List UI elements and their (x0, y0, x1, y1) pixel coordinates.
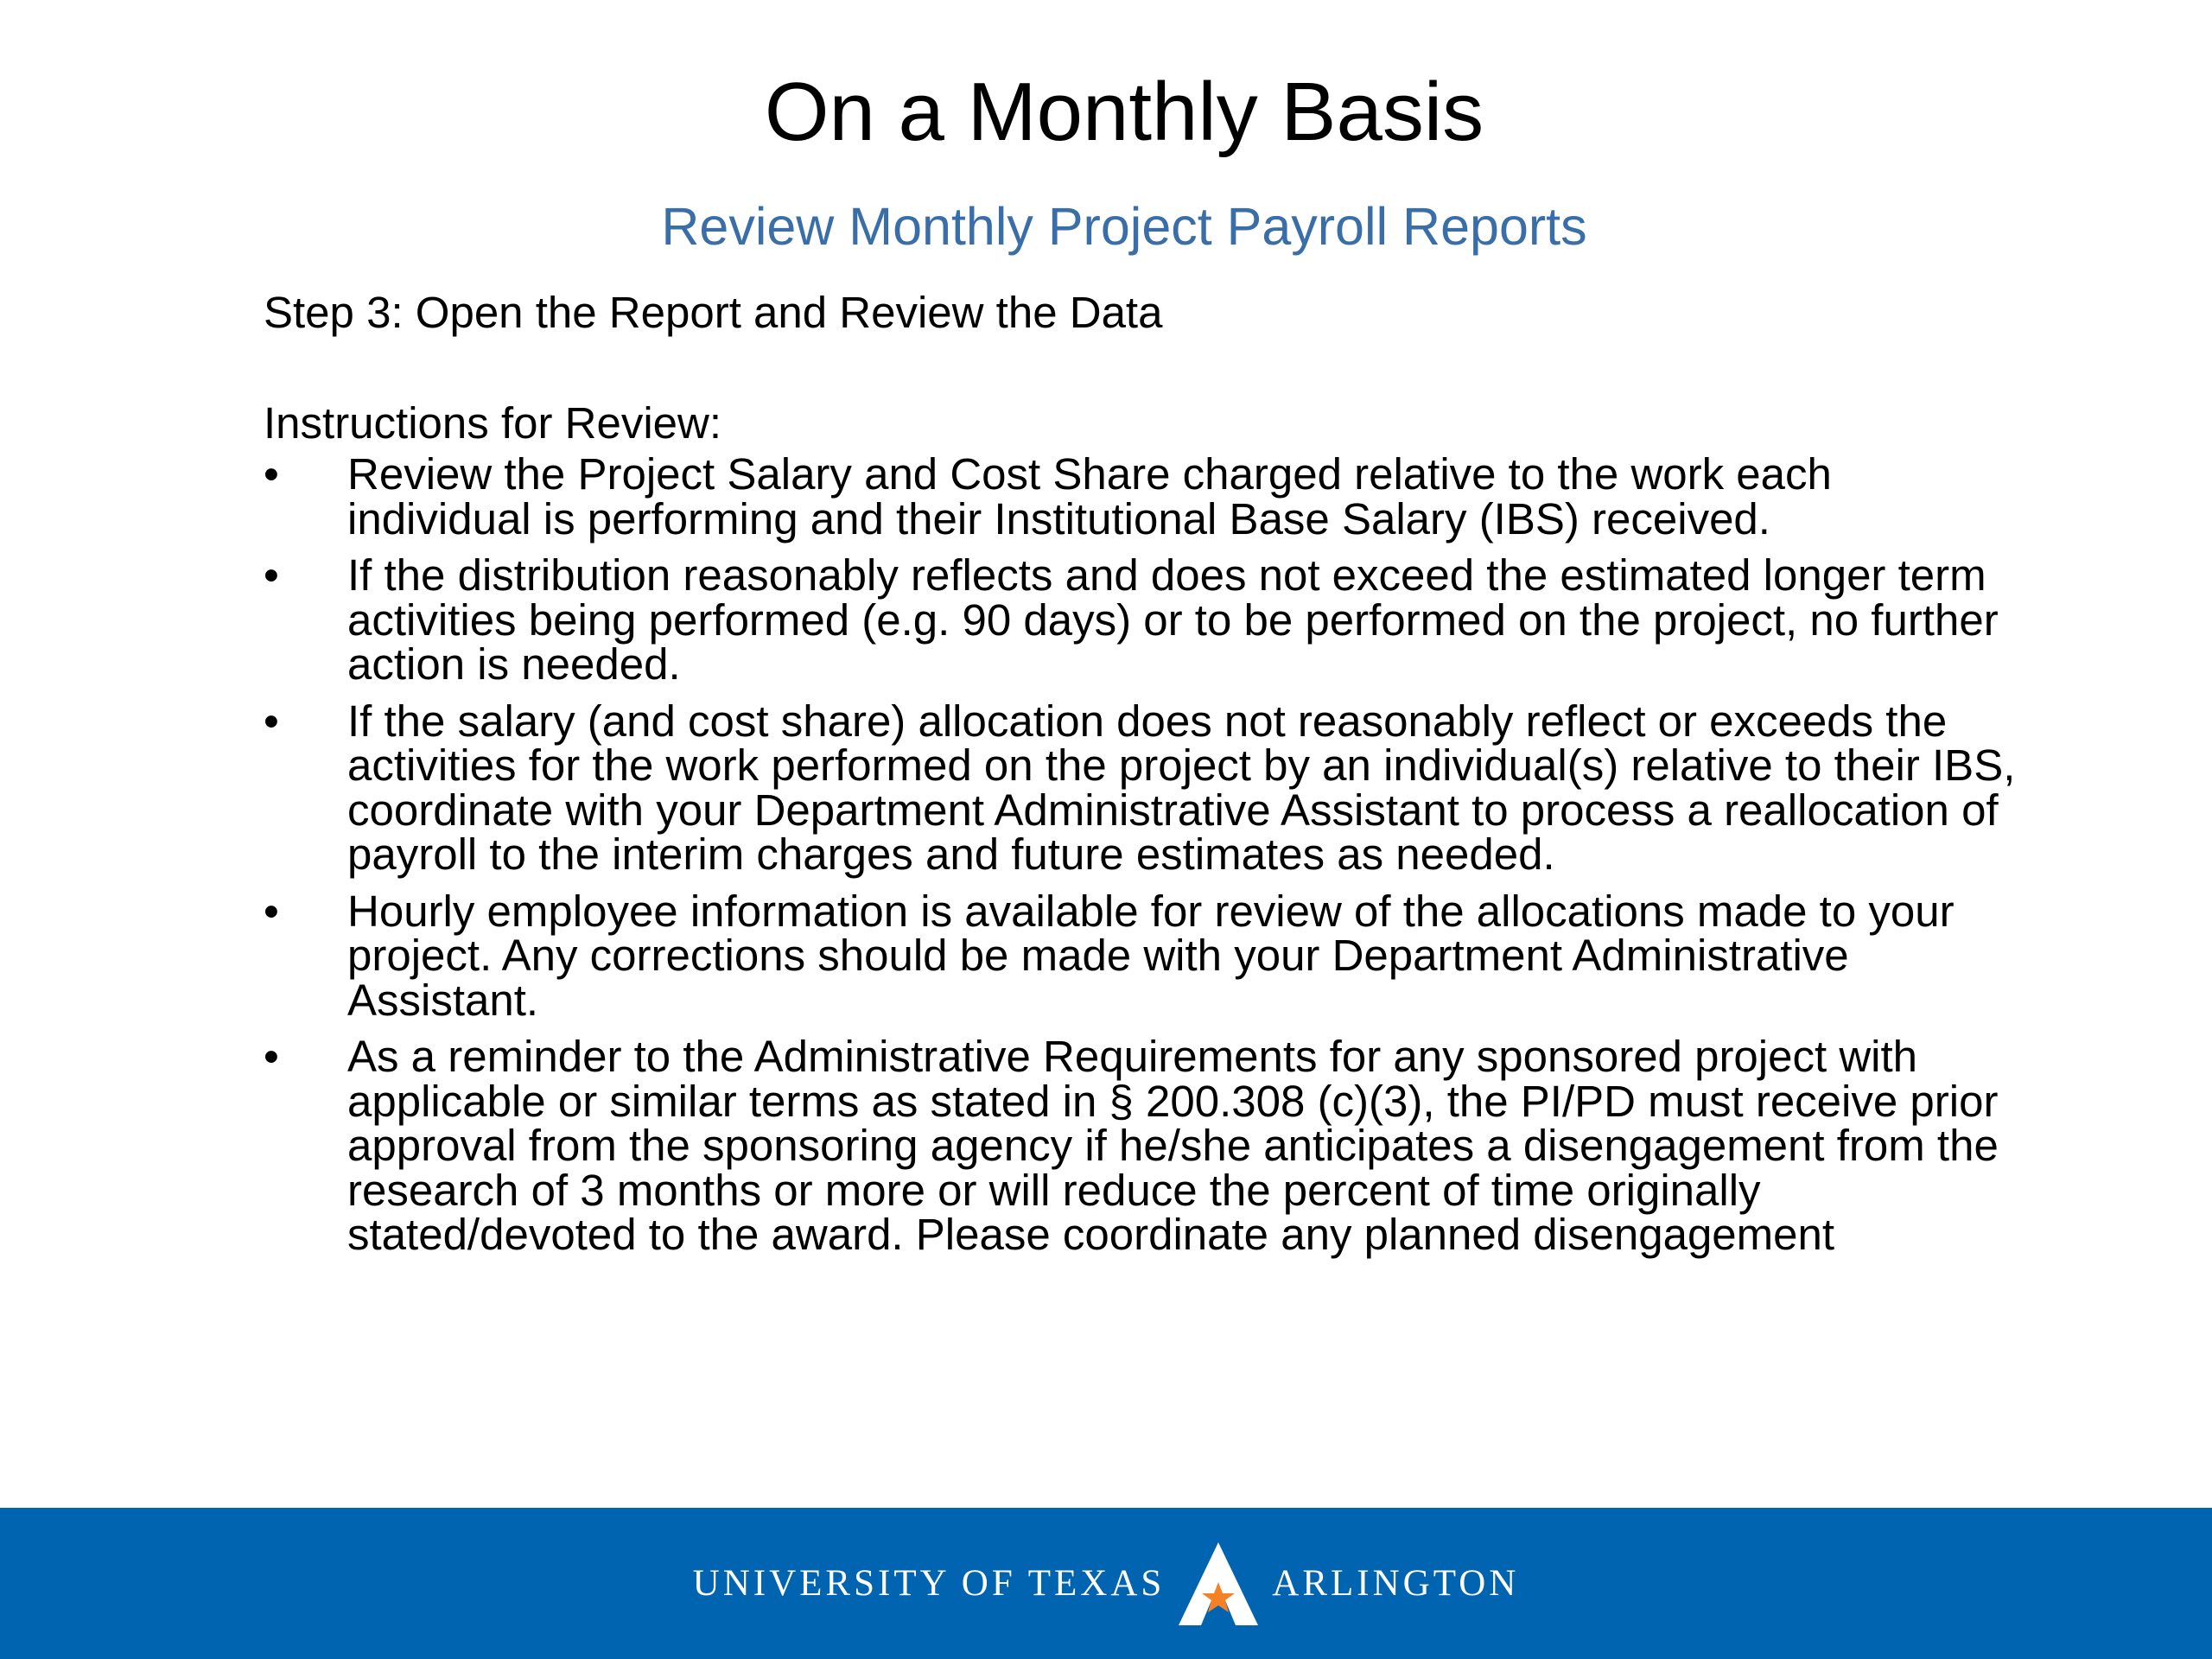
list-item (264, 1034, 2018, 1257)
list-item (264, 696, 2018, 879)
list-item-text: Review the Project Salary and Cost Share charged relative to the work each individual is performing and their Institutional Base Salary (IBS) received. (347, 449, 1832, 543)
list-item-text: If the distribution reasonably reflects and does not exceed the estimated longer term activities being performed (e.g. 90 days) or to be performed on the project, no further action is needed. (347, 550, 1999, 689)
list-item (264, 886, 2018, 1025)
university-logo (0, 1508, 2212, 1659)
slide-subtitle: Review Monthly Project Payroll Reports (661, 197, 1587, 256)
bullet-icon: • (264, 449, 279, 499)
instructions-heading: Instructions for Review: (264, 398, 722, 448)
logo-text-left: UNIVERSITY OF TEXAS (692, 1563, 1166, 1604)
bullet-icon: • (264, 550, 279, 600)
list-item (264, 550, 2018, 689)
slide-title: On a Monthly Basis (764, 66, 1484, 158)
bullet-icon: • (264, 696, 279, 746)
bullet-icon: • (264, 886, 279, 936)
uta-star-a-icon (1177, 1541, 1260, 1627)
instructions-list (264, 449, 2018, 1269)
list-item-text: Hourly employee information is available for review of the allocations made to your project. Any corrections should be made with your Department Administrative Assistant. (347, 886, 1955, 1025)
bullet-icon: • (264, 1032, 279, 1081)
list-item (264, 449, 2018, 543)
step-heading: Step 3: Open the Report and Review the Data (264, 288, 1163, 337)
list-item-text: If the salary (and cost share) allocation does not reasonably reflect or exceeds the activities for the work performed on the project by an individual(s) relative to their IBS, coordinate with your Department Administrative Assistant to process a reallocation of payroll to the interim charges and future estimates as needed. (347, 696, 2016, 879)
logo-text-right: ARLINGTON (1272, 1563, 1520, 1604)
list-item-text: As a reminder to the Administrative Requirements for any sponsored project with applicable or similar terms as stated in § 200.308 (c)(3), the PI/PD must receive prior approval from the sponsoring agency if he/she anticipates a disengagement from the research of 3 months or more or will reduce the percent of time originally stated/devoted to the award. Please coordinate any planned disengagement (347, 1032, 1999, 1259)
footer-band (0, 1508, 2212, 1659)
